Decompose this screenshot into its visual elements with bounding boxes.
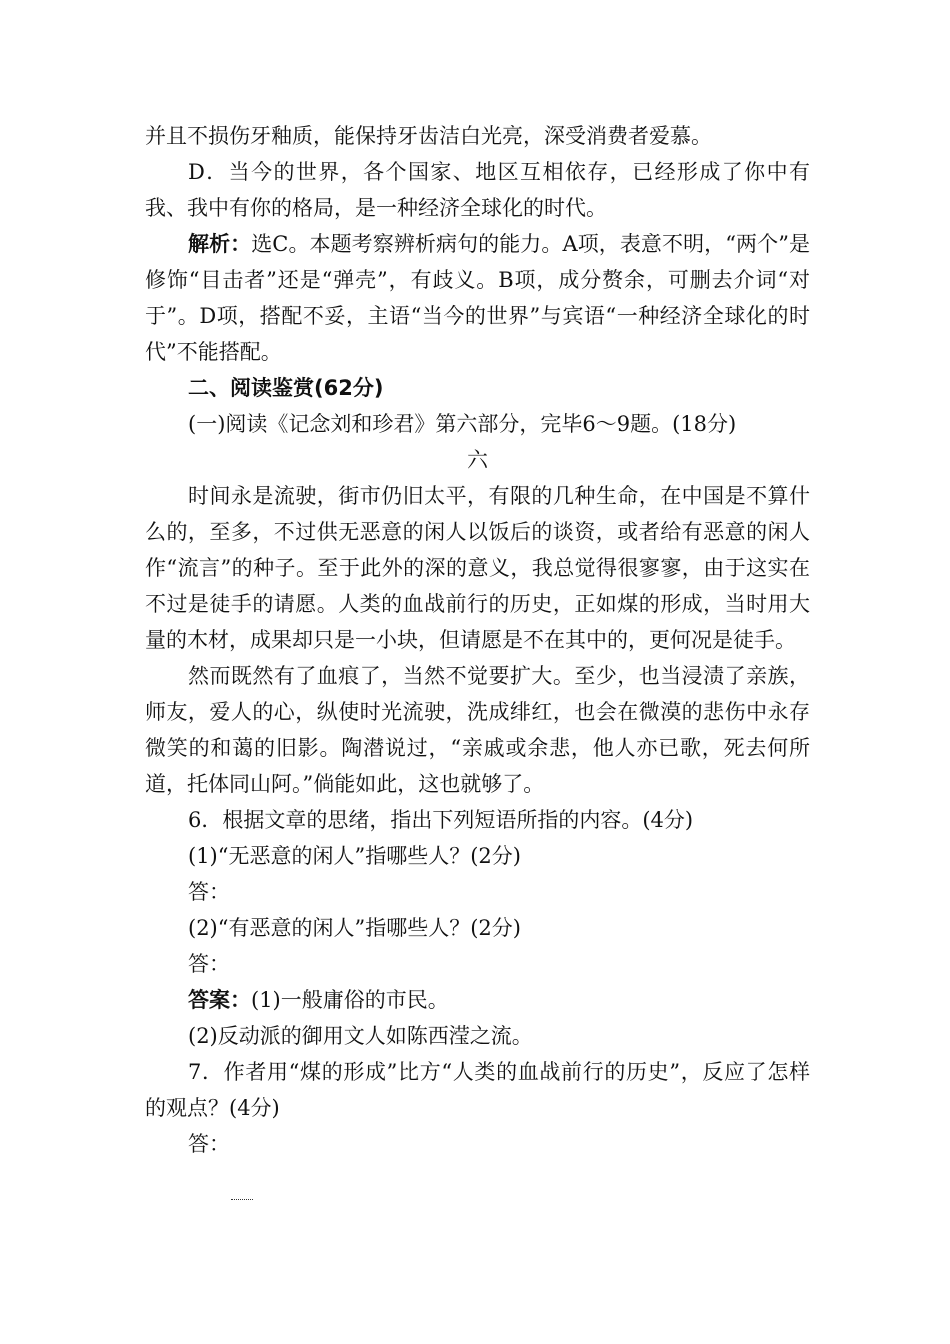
question-6: 6．根据文章的思绪，指出下列短语所指的内容。(4分): [188, 808, 694, 832]
answer-prompt-3: 答：: [188, 1132, 230, 1156]
answer-prompt-2: 答：: [188, 952, 230, 976]
analysis-text: 选C。本题考察辨析病句的能力。A项，表意不明，“两个”是修饰“目击者”还是“弹壳”，有歧义。B项，成分赘余，可删去介词“对于”。D项，搭配不妥，主语“当今的世界”与宾语“一种经济全球化的时代”不能搭配。: [145, 232, 811, 364]
answer-2: (2)反动派的御用文人如陈西滢之流。: [188, 1024, 533, 1048]
dotted-line: [231, 1199, 253, 1200]
answer-1: (1)一般庸俗的市民。: [251, 988, 449, 1012]
analysis-paragraph: [145, 226, 810, 370]
answer-line-1: [145, 982, 810, 1018]
answer-prompt-1: 答：: [188, 880, 230, 904]
answer-label: 答案：: [188, 988, 251, 1012]
passage-paragraph-1: 时间永是流驶，街市仍旧太平，有限的几种生命，在中国是不算什么的，至多，不过供无恶意的闲人以饭后的谈资，或者给有恶意的闲人作“流言”的种子。至于此外的深的意义，我总觉得很寥寥，由于这实在不过是徒手的请愿。人类的血战前行的历史，正如煤的形成，当时用大量的木材，成果却只是一小块，但请愿是不在其中的，更何况是徒手。: [145, 484, 810, 652]
question-6-1: (1)“无恶意的闲人”指哪些人？(2分): [188, 844, 521, 868]
reading-intro: (一)阅读《记念刘和珍君》第六部分，完毕6～9题。(18分): [188, 412, 737, 436]
text-line-1: 并且不损伤牙釉质，能保持牙齿洁白光亮，深受消费者爱慕。: [145, 124, 712, 148]
answer-blank: [145, 1180, 810, 1216]
passage-paragraph-2: 然而既然有了血痕了，当然不觉要扩大。至少，也当浸渍了亲族，师友，爱人的心，纵使时光流驶，洗成绯红，也会在微漠的悲伤中永存微笑的和蔼的旧影。陶潜说过，“亲戚或余悲，他人亦已歌，死去何所道，托体同山阿。”倘能如此，这也就够了。: [145, 664, 810, 796]
document-page: [145, 118, 810, 1216]
question-7: 7．作者用“煤的形成”比方“人类的血战前行的历史”，反应了怎样的观点？(4分): [145, 1060, 810, 1120]
option-d: D．当今的世界，各个国家、地区互相依存，已经形成了你中有我、我中有你的格局，是一种经济全球化的时代。: [145, 160, 810, 220]
analysis-label: 解析：: [188, 232, 252, 256]
section-title: 二、阅读鉴赏(62分): [188, 376, 384, 400]
question-6-2: (2)“有恶意的闲人”指哪些人？(2分): [188, 916, 521, 940]
part-title: 六: [467, 448, 488, 472]
